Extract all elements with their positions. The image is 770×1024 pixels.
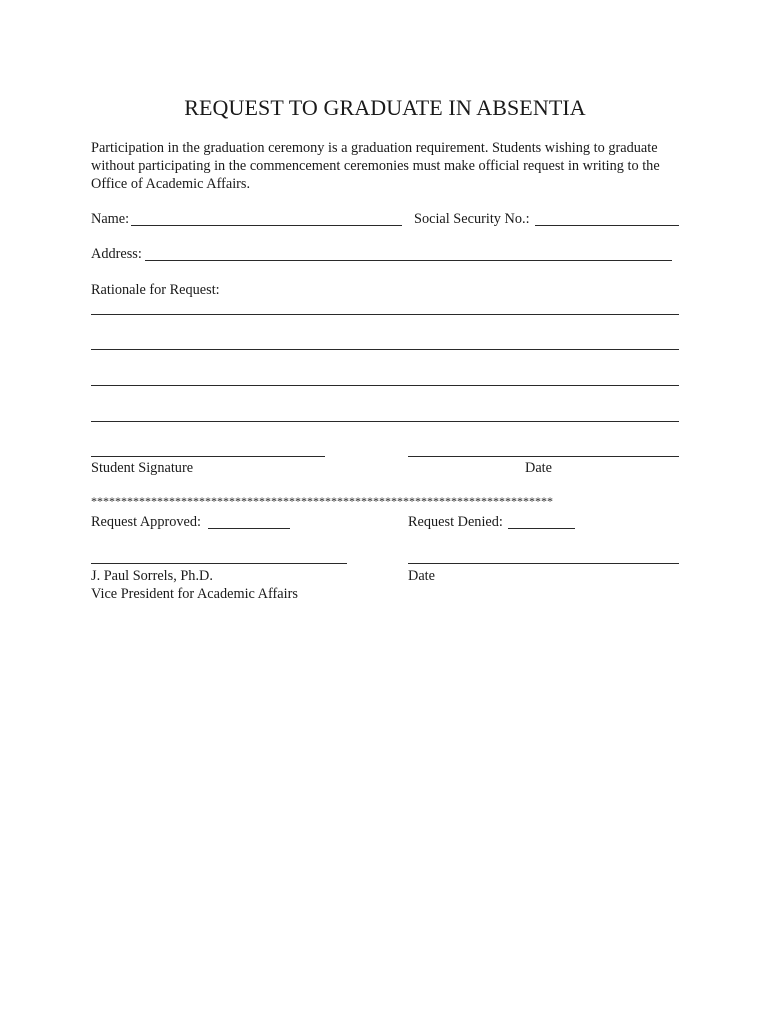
rationale-line-3[interactable] xyxy=(91,385,679,386)
separator-line: ***************************************************************************** xyxy=(91,494,553,508)
official-title: Vice President for Academic Affairs xyxy=(91,586,298,602)
address-label: Address: xyxy=(91,246,142,262)
request-approved-field[interactable] xyxy=(208,528,290,529)
student-signature-field[interactable] xyxy=(91,456,325,457)
ssn-label: Social Security No.: xyxy=(414,211,530,227)
rationale-line-1[interactable] xyxy=(91,314,679,315)
rationale-label: Rationale for Request: xyxy=(91,282,220,298)
name-label: Name: xyxy=(91,211,130,227)
official-name: J. Paul Sorrels, Ph.D. xyxy=(91,568,213,584)
official-date-field[interactable] xyxy=(408,563,679,564)
official-signature-field[interactable] xyxy=(91,563,347,564)
page-title: REQUEST TO GRADUATE IN ABSENTIA xyxy=(184,95,586,120)
official-date-label: Date xyxy=(408,568,435,584)
rationale-line-4[interactable] xyxy=(91,421,679,422)
student-signature-label: Student Signature xyxy=(91,460,194,476)
student-date-label: Date xyxy=(525,460,552,476)
request-denied-label: Request Denied: xyxy=(408,514,503,530)
name-field[interactable] xyxy=(131,225,402,226)
address-field[interactable] xyxy=(145,260,672,261)
request-denied-field[interactable] xyxy=(508,528,575,529)
intro-paragraph: Participation in the graduation ceremony is a graduation requirement. Students wishing to graduate without participating in the commencement ceremonies must make official request in writing to the Office of Academic Affairs. xyxy=(91,140,660,192)
student-date-field[interactable] xyxy=(408,456,679,457)
ssn-field[interactable] xyxy=(535,225,679,226)
request-approved-label: Request Approved: xyxy=(91,514,201,530)
rationale-line-2[interactable] xyxy=(91,349,679,350)
